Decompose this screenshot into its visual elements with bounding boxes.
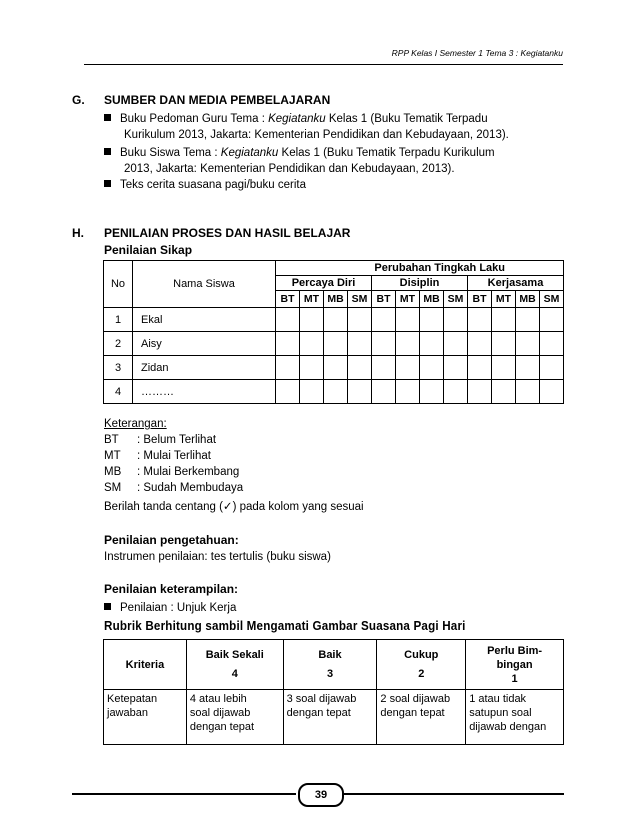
- rubrik-head-perlu-bimbingan: Perlu Bim- bingan 1: [466, 640, 564, 690]
- check-cell[interactable]: [540, 332, 564, 356]
- bullet-square-icon: [104, 148, 111, 155]
- aspect-header-kerjasama: Kerjasama: [468, 276, 564, 291]
- keterangan-item: SM : Sudah Membudaya: [104, 482, 244, 494]
- level-header: MB: [420, 291, 444, 308]
- check-cell[interactable]: [300, 356, 324, 380]
- level-header: BT: [468, 291, 492, 308]
- check-cell[interactable]: [348, 332, 372, 356]
- level-header: SM: [540, 291, 564, 308]
- level-header: MB: [516, 291, 540, 308]
- row-nama: Ekal: [133, 308, 276, 332]
- level-header: SM: [348, 291, 372, 308]
- bullet-item-2: Buku Siswa Tema : Kegiatanku Kelas 1 (Buku Tematik Terpadu Kurikulum 2013, Jakarta: Kementerian Pendidikan dan Kebudayaan, 2013).: [104, 145, 574, 177]
- check-cell[interactable]: [420, 356, 444, 380]
- check-cell[interactable]: [516, 332, 540, 356]
- rubrik-head-baik: Baik 3: [283, 640, 377, 690]
- row-no: 3: [104, 356, 133, 380]
- rubrik-cell-1: 1 atau tidak satupun soal dijawab dengan: [466, 690, 564, 745]
- level-header: MT: [300, 291, 324, 308]
- check-mark-icon: ✓: [222, 501, 233, 513]
- check-cell[interactable]: [468, 332, 492, 356]
- check-cell[interactable]: [348, 308, 372, 332]
- row-nama: Aisy: [133, 332, 276, 356]
- check-cell[interactable]: [276, 308, 300, 332]
- sikap-title: Penilaian Sikap: [104, 243, 193, 257]
- check-cell[interactable]: [300, 380, 324, 404]
- check-cell[interactable]: [516, 356, 540, 380]
- check-cell[interactable]: [324, 380, 348, 404]
- check-cell[interactable]: [420, 380, 444, 404]
- running-header: RPP Kelas I Semester 1 Tema 3 : Kegiatanku: [391, 48, 563, 58]
- rubrik-cell-kriteria: Ketepatan jawaban: [104, 690, 187, 745]
- check-cell[interactable]: [540, 308, 564, 332]
- table-row: [104, 380, 564, 404]
- level-header: MT: [396, 291, 420, 308]
- check-cell[interactable]: [516, 308, 540, 332]
- check-cell[interactable]: [372, 308, 396, 332]
- check-cell[interactable]: [540, 356, 564, 380]
- row-no: 2: [104, 332, 133, 356]
- section-h-title: PENILAIAN PROSES DAN HASIL BELAJAR: [104, 226, 351, 240]
- col-group-header: Perubahan Tingkah Laku: [276, 261, 564, 276]
- bullet-square-icon: [104, 603, 111, 610]
- check-cell[interactable]: [372, 356, 396, 380]
- check-cell[interactable]: [420, 308, 444, 332]
- check-cell[interactable]: [396, 380, 420, 404]
- check-cell[interactable]: [468, 380, 492, 404]
- check-cell[interactable]: [420, 332, 444, 356]
- keterampilan-title: Penilaian keterampilan:: [104, 582, 239, 596]
- bullet-square-icon: [104, 114, 111, 121]
- bullet-item-3: Teks cerita suasana pagi/buku cerita: [104, 177, 306, 193]
- check-cell[interactable]: [396, 308, 420, 332]
- aspect-header-percaya-diri: Percaya Diri: [276, 276, 372, 291]
- level-header: SM: [444, 291, 468, 308]
- keterangan-list: [104, 432, 243, 496]
- keterangan-title: Keterangan:: [104, 418, 167, 430]
- rubrik-head-baik-sekali: Baik Sekali 4: [186, 640, 283, 690]
- check-cell[interactable]: [468, 356, 492, 380]
- check-cell[interactable]: [348, 380, 372, 404]
- level-header: BT: [372, 291, 396, 308]
- check-cell[interactable]: [516, 380, 540, 404]
- section-g-letter: G.: [72, 93, 85, 107]
- check-cell[interactable]: [492, 356, 516, 380]
- rubrik-cell-3: 3 soal dijawab dengan tepat: [283, 690, 377, 745]
- check-cell[interactable]: [492, 308, 516, 332]
- check-cell[interactable]: [276, 380, 300, 404]
- check-cell[interactable]: [492, 380, 516, 404]
- check-cell[interactable]: [444, 380, 468, 404]
- keterampilan-item: Penilaian : Unjuk Kerja: [104, 600, 236, 616]
- footer-rule-right: [342, 793, 564, 795]
- keterangan-item: BT : Belum Terlihat: [104, 434, 217, 446]
- check-cell[interactable]: [492, 332, 516, 356]
- level-header: MB: [324, 291, 348, 308]
- page-number: 39: [298, 783, 344, 807]
- check-cell[interactable]: [372, 380, 396, 404]
- check-cell[interactable]: [444, 308, 468, 332]
- row-no: 4: [104, 380, 133, 404]
- header-rule: [84, 64, 563, 65]
- sikap-table: [103, 260, 564, 404]
- keterangan-item: MB : Mulai Berkembang: [104, 466, 240, 478]
- bullet-square-icon: [104, 180, 111, 187]
- rubrik-cell-2: 2 soal dijawab dengan tepat: [377, 690, 466, 745]
- check-cell[interactable]: [372, 332, 396, 356]
- check-cell[interactable]: [324, 332, 348, 356]
- pengetahuan-text: Instrumen penilaian: tes tertulis (buku siswa): [104, 551, 331, 563]
- bullet-item-1: Buku Pedoman Guru Tema : Kegiatanku Kelas 1 (Buku Tematik Terpadu Kurikulum 2013, Jakarta: Kementerian Pendidikan dan Kebudayaan, 2013).: [104, 111, 574, 143]
- section-g-title: SUMBER DAN MEDIA PEMBELAJARAN: [104, 93, 331, 107]
- check-cell[interactable]: [324, 356, 348, 380]
- table-row: [104, 308, 564, 332]
- check-cell[interactable]: [300, 332, 324, 356]
- check-cell[interactable]: [396, 356, 420, 380]
- pengetahuan-title: Penilaian pengetahuan:: [104, 533, 239, 547]
- check-cell[interactable]: [444, 332, 468, 356]
- col-no-header: No: [104, 261, 133, 308]
- level-header: MT: [492, 291, 516, 308]
- table-row: [104, 332, 564, 356]
- rubrik-title: Rubrik Berhitung sambil Mengamati Gambar Suasana Pagi Hari: [104, 619, 466, 633]
- check-cell[interactable]: [324, 308, 348, 332]
- check-cell[interactable]: [540, 380, 564, 404]
- row-no: 1: [104, 308, 133, 332]
- rubrik-cell-4: 4 atau lebih soal dijawab dengan tepat: [186, 690, 283, 745]
- check-cell[interactable]: [276, 356, 300, 380]
- check-cell[interactable]: [276, 332, 300, 356]
- instruction-text: Berilah tanda centang (✓) pada kolom yang sesuai: [104, 501, 364, 513]
- check-cell[interactable]: [444, 356, 468, 380]
- rubrik-head-kriteria: Kriteria: [104, 640, 187, 690]
- rubrik-head-cukup: Cukup 2: [377, 640, 466, 690]
- rubrik-table: [103, 639, 564, 745]
- row-nama: ………: [133, 380, 276, 404]
- check-cell[interactable]: [348, 356, 372, 380]
- row-nama: Zidan: [133, 356, 276, 380]
- keterangan-item: MT : Mulai Terlihat: [104, 450, 211, 462]
- aspect-header-disiplin: Disiplin: [372, 276, 468, 291]
- col-nama-header: Nama Siswa: [133, 261, 276, 308]
- section-h-letter: H.: [72, 226, 84, 240]
- footer-rule-left: [72, 793, 296, 795]
- table-row: [104, 356, 564, 380]
- level-header: BT: [276, 291, 300, 308]
- check-cell[interactable]: [300, 308, 324, 332]
- check-cell[interactable]: [396, 332, 420, 356]
- check-cell[interactable]: [468, 308, 492, 332]
